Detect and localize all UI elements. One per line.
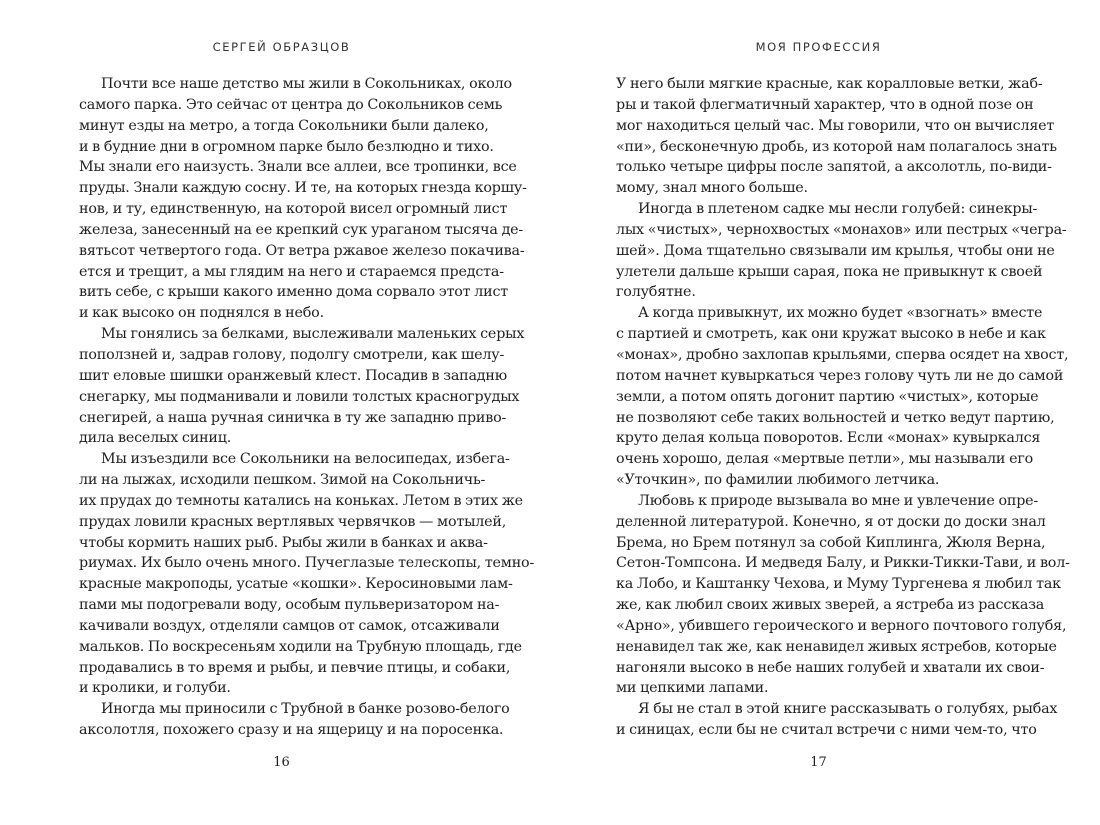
text-line: вятьсот четвертого года. От ветра ржавое железо покачива-	[79, 242, 525, 259]
text-line: их прудах до темноты катались на коньках. Летом в этих же	[79, 492, 523, 509]
text-line: нов, и ту, единственную, на которой висел огромный лист	[79, 201, 508, 218]
text-line: нагоняли высоко в небе наших голубей и хватали их свои-	[616, 659, 1045, 676]
text-line: ненавидел так же, как ненавидел живых ястребов, которые	[616, 638, 1057, 655]
text-line: шей». Дома тщательно связывали им крылья, чтобы они не	[616, 242, 1055, 259]
text-line: самого парка. Это сейчас от центра до Сокольников семь	[79, 96, 503, 113]
text-line: снегарку, мы подманивали и ловили толстых красногрудых	[79, 388, 520, 405]
text-line: мальков. По воскресеньям ходили на Трубную площадь, где	[79, 638, 522, 655]
text-line: поползней и, задрав голову, подолгу смотрели, как шелу-	[79, 346, 505, 363]
text-line: ми цепкими лапами.	[616, 680, 769, 697]
text-line: ка Лобо, и Каштанку Чехова, и Муму Тургенева я любил так	[616, 576, 1061, 593]
text-line: Мы изъездили все Сокольники на велосипедах, избега-	[101, 451, 510, 468]
text-line: Мы гонялись за белками, выслеживали маленьких серых	[101, 326, 525, 343]
text-line: ется и трещит, а мы глядим на него и стараемся предста-	[79, 263, 504, 280]
text-line: «монах», дробно захлопав крыльями, сперва осядет на хвост,	[616, 346, 1069, 363]
text-line: «пи», бесконечную дробь, из которой нам полагалось знать	[616, 138, 1057, 155]
text-line: земли, а потом опять догонит партию «чистых», которые	[616, 388, 1039, 405]
text-line: круто делая кольца поворотов. Если «монах» кувыркался	[616, 430, 1041, 447]
text-line: Я бы не стал в этой книге рассказывать о голубях, рыбах	[638, 701, 1058, 718]
text-line: улетели дальше крыши сарая, пока не привыкнут к своей	[616, 263, 1043, 280]
text-line: и кролики, и голуби.	[79, 680, 231, 697]
text-line: только четыре цифры после запятой, а аксолотль, по-види-	[616, 159, 1052, 176]
text-line: снегирей, а наша ручная синичка в ту же западню приво-	[79, 409, 507, 426]
page-number: 16	[273, 755, 290, 770]
text-line: Почти все наше детство мы жили в Сокольниках, около	[101, 76, 512, 92]
text-line: А когда привыкнут, их можно будет «взогнать» вместе	[638, 305, 1043, 322]
text-line: с партией и смотреть, как они кружат высоко в небе и как	[616, 326, 1046, 343]
text-line: и синицах, если бы не считал встречи с ними чем-то, что	[616, 722, 1037, 739]
page-text	[79, 74, 535, 741]
text-line: риумах. Их было очень много. Пучеглазые телескопы, темно-	[79, 555, 535, 572]
text-line: ры и такой флегматичный характер, что в одной позе он	[616, 96, 1034, 113]
text-line: чтобы кормить наших рыб. Рыбы жили в банках и аква-	[79, 534, 488, 551]
right-page	[616, 0, 1070, 825]
text-line: мому, знал много больше.	[616, 180, 808, 197]
text-line: не позволяют себе таких вольностей и четко ведут партию,	[616, 409, 1055, 426]
running-head: СЕРГЕЙ ОБРАЗЦОВ	[212, 40, 351, 54]
text-line: потом начнет кувыркаться через голову чуть ли не до самой	[616, 367, 1064, 384]
text-line: аксолотля, похожего сразу и на ящерицу и на поросенка.	[79, 722, 504, 739]
text-line: вить себе, с крыши какого именно дома сорвало этот лист	[79, 284, 508, 301]
page-text	[616, 74, 1070, 741]
text-line: шит еловые шишки оранжевый клест. Посадив в западню	[79, 367, 507, 384]
text-line: Сетон-Томпсона. И медведя Балу, и Рикки-Тикки-Тави, и вол-	[616, 555, 1070, 572]
text-line: минут езды на метро, а тогда Сокольники были далеко,	[79, 117, 489, 134]
text-line: Мы знали его наизусть. Знали все аллеи, все тропинки, все	[79, 159, 517, 176]
text-line: Любовь к природе вызывала во мне и увлечение опре-	[638, 492, 1039, 509]
text-line: очень хорошо, делая «мертвые петли», мы называли его	[616, 451, 1034, 468]
text-line: У него были мягкие красные, как коралловые ветки, жаб-	[616, 76, 1043, 92]
text-line: и в будние дни в огромном парке было безлюдно и тихо.	[79, 138, 494, 155]
text-line: качивали воздух, отделяли самцов от самок, отсаживали	[79, 617, 500, 634]
running-head: МОЯ ПРОФЕССИЯ	[755, 40, 882, 54]
text-line: же, как любил своих живых зверей, а ястреба из рассказа	[616, 597, 1045, 614]
text-line: пруды. Знали каждую сосну. И те, на которых гнезда коршу-	[79, 180, 527, 197]
page-number: 17	[810, 755, 827, 770]
text-line: голубятне.	[616, 284, 696, 301]
text-line: «Уточкин», по фамилии любимого летчика.	[616, 472, 940, 489]
text-line: мог находиться целый час. Мы говорили, что он вычисляет	[616, 117, 1055, 134]
text-line: лых «чистых», чернохвостых «монахов» или пестрых «чегра-	[616, 221, 1067, 238]
text-line: «Арно», убившего героического и верного почтового голубя,	[616, 617, 1067, 634]
text-line: деленной литературой. Конечно, я от доски до доски знал	[616, 513, 1046, 530]
text-line: продавались в то время и рыбы, и певчие птицы, и собаки,	[79, 659, 511, 676]
text-line: Иногда в плетеном садке мы несли голубей: синекры-	[638, 201, 1038, 218]
text-line: пами мы подогревали воду, особым пульверизатором на-	[79, 597, 500, 614]
text-line: Брема, но Брем потянул за собой Киплинга, Жюля Верна,	[616, 534, 1046, 551]
text-line: Иногда мы приносили с Трубной в банке розово-белого	[101, 701, 510, 718]
text-line: и как высоко он поднялся в небо.	[79, 305, 324, 322]
text-line: прудах ловили красных вертлявых червячков — мотылей,	[79, 513, 507, 530]
text-line: ли на лыжах, исходили пешком. Зимой на Сокольничь-	[79, 472, 486, 489]
left-page	[79, 0, 535, 825]
text-line: красные макроподы, усатые «кошки». Керосиновыми лам-	[79, 576, 513, 593]
text-line: дила веселых синиц.	[79, 430, 232, 447]
text-line: железа, занесенный на ее крепкий сук ураганом тысяча де-	[79, 221, 524, 238]
